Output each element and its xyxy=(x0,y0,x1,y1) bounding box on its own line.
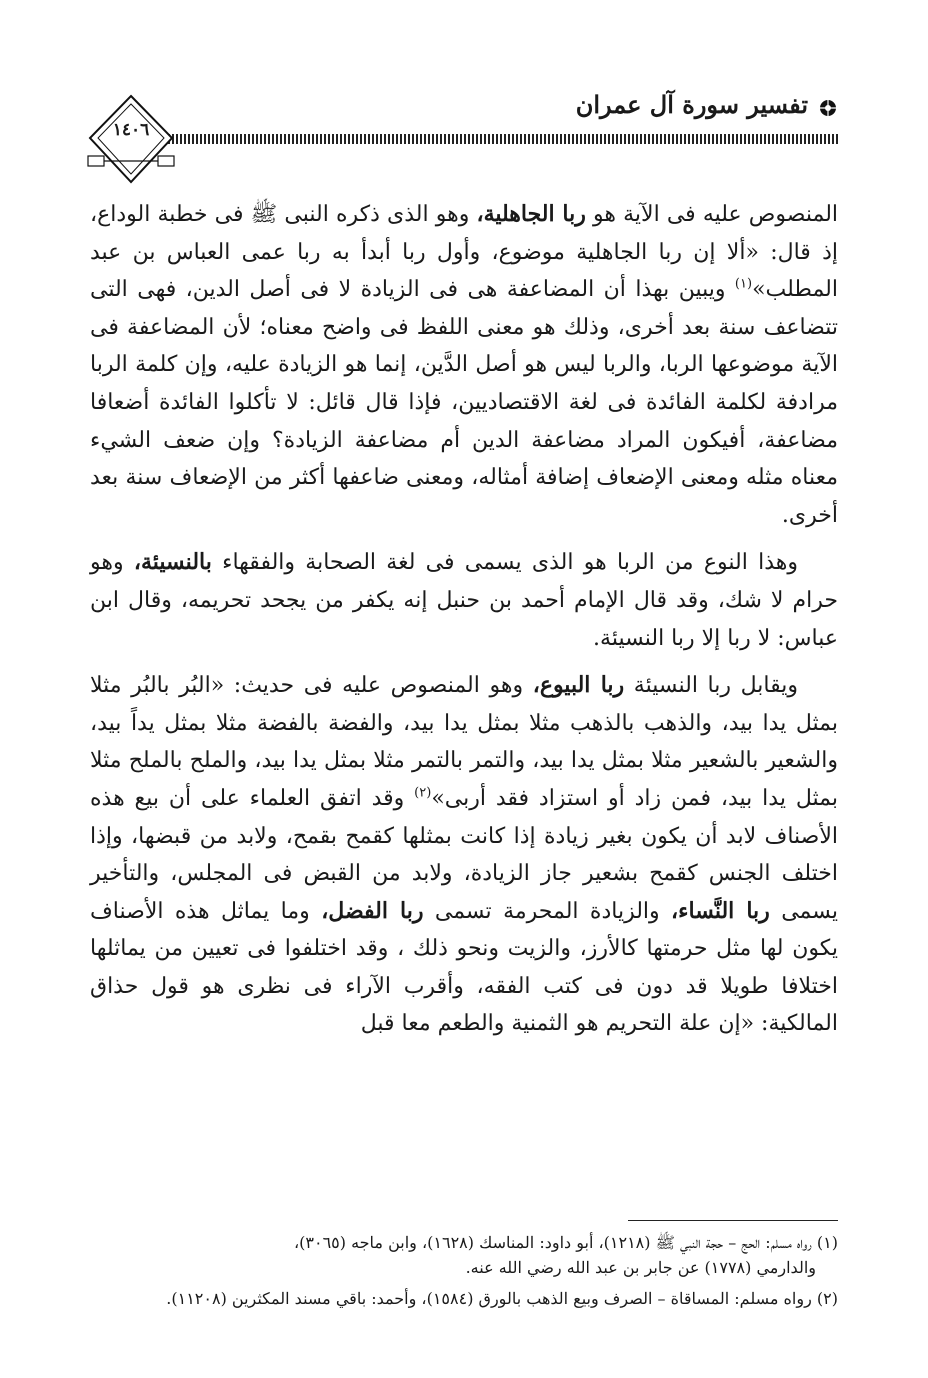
text-run: وهو المنصوص عليه فى حديث: «البُر بالبُر مثلا بمثل يدا بيد، والذهب بالذهب مثلا بمثل يدا بيد، والفضة بالفضة مثلا بمثل يداً بيد، والشعير بالشعير مثلا بمثل يدا بيد، والتمر بالتمر مثلا بمثل يدا بيد، والملح بالملح مثلا بمثل يدا بيد، فمن زاد أو استزاد فقد أربى» xyxy=(90,673,838,811)
text-run: وما يماثل هذه الأصناف يكون لها مثل حرمتها كالأرز، والزيت ونحو ذلك ، وقد اختلفوا فى تعيين من يماثلها اختلافا طويلا قد دون فى كتب الفقه، وأقرب الآراء فى نظرى هو قول حذاق المالكية: «إن علة التحريم هو الثمنية والطعم معا قبل xyxy=(90,898,838,1037)
paragraph-1 xyxy=(90,196,838,534)
bold-term: بالنسيئة، xyxy=(133,549,212,576)
footnote-1-line-2: والدارمي (١٧٧٨) عن جابر بن عبد الله رضي الله عنه. xyxy=(465,1258,816,1277)
footnote-ref-2: (٢) xyxy=(414,785,432,801)
paragraph-3 xyxy=(90,667,838,1043)
text-run: وقد اتفق العلماء على أن بيع هذه الأصناف لابد أن يكون بغير زيادة إذا كانت بمثلها كقمح بقمح، ولابد من قبضها، وإذا اختلف الجنس كقمح بشعير جاز الزيادة، ولابد من القبض فى المجلس، والتأخير يسمى xyxy=(90,785,838,924)
bold-term: ربا الفضل، xyxy=(321,897,424,924)
body-text xyxy=(90,196,838,1053)
footnote-1 xyxy=(90,1230,838,1280)
header-hatched-rule xyxy=(156,134,838,144)
text-run: وهذا النوع من الربا هو الذى يسمى فى لغة الصحابة والفقهاء xyxy=(211,550,798,576)
paragraph-2 xyxy=(90,544,838,657)
text-run: وهو الذى ذكره النبى ﷺ فى خطبة الوداع، إذ قال: «ألا إن ربا الجاهلية موضوع، وأول ربا أبدأ به ربا عمى العباس بن عبد المطلب» xyxy=(90,202,838,303)
text-run: ويقابل ربا النسيئة xyxy=(624,673,798,699)
page-header xyxy=(86,86,838,196)
text-run: المنصوص عليه فى الآية هو xyxy=(585,202,839,227)
text-run: والزيادة المحرمة تسمى xyxy=(423,898,672,924)
bold-term: ربا النَّساء، xyxy=(671,897,770,924)
flower-ornament-icon xyxy=(818,95,838,115)
footnotes xyxy=(90,1230,838,1317)
footnote-ref-1: (١) xyxy=(734,276,753,292)
text-run: ويبين بهذا أن المضاعفة هى فى الزيادة لا فى أصل الدين، فهى التى تتضاعف سنة بعد أخرى، وذلك هو معنى اللفظ فى واضح معناه؛ لأن المضاعفة فى الآية موضوعها الربا، والربا ليس هو أصل الدَّين، إنما هو الزيادة عليه، وإن كلمة الربا مرادفة لكلمة الفائدة فى لغة الاقتصاديين، فإذا قال قائل: لا تأكلوا الفائدة أضعافا مضاعفة، أفيكون المراد مضاعفة الدين أم مضاعفة الزيادة؟ وإن ضعف الشيء معناه مثله ومعنى الإضعاف إضافة أمثاله، ومعنى ضاعفها أكثر من الإضعاف سنة بعد أخرى. xyxy=(90,277,838,528)
running-title xyxy=(576,90,838,119)
page-number: ١٤٠٦ xyxy=(112,120,150,140)
running-title-text: تفسير سورة آل عمران xyxy=(575,90,808,119)
footnote-2: (٢) رواه مسلم: المساقاة – الصرف وبيع الذهب بالورق (١٥٨٤)، وأحمد: باقي مسند المكثرين (١١٢٠٨). xyxy=(166,1289,838,1308)
bold-term: ربا الجاهلية، xyxy=(476,201,586,227)
diamond-badge-icon xyxy=(86,92,176,188)
footnote-separator xyxy=(628,1220,838,1221)
text-run: وهو حرام لا شك، وقد قال الإمام أحمد بن حنبل إنه يكفر من يجحد تحريمه، وقال ابن عباس: لا ربا إلا ربا النسيئة. xyxy=(90,550,838,651)
bold-term: ربا البيوع، xyxy=(532,672,625,699)
footnote-1-line-1: (١) رواه مسلم: الحج – حجة النبي ﷺ (١٢١٨)، أبو داود: المناسك (١٦٢٨)، وابن ماجه (٣٠٦٥)، xyxy=(293,1233,838,1252)
